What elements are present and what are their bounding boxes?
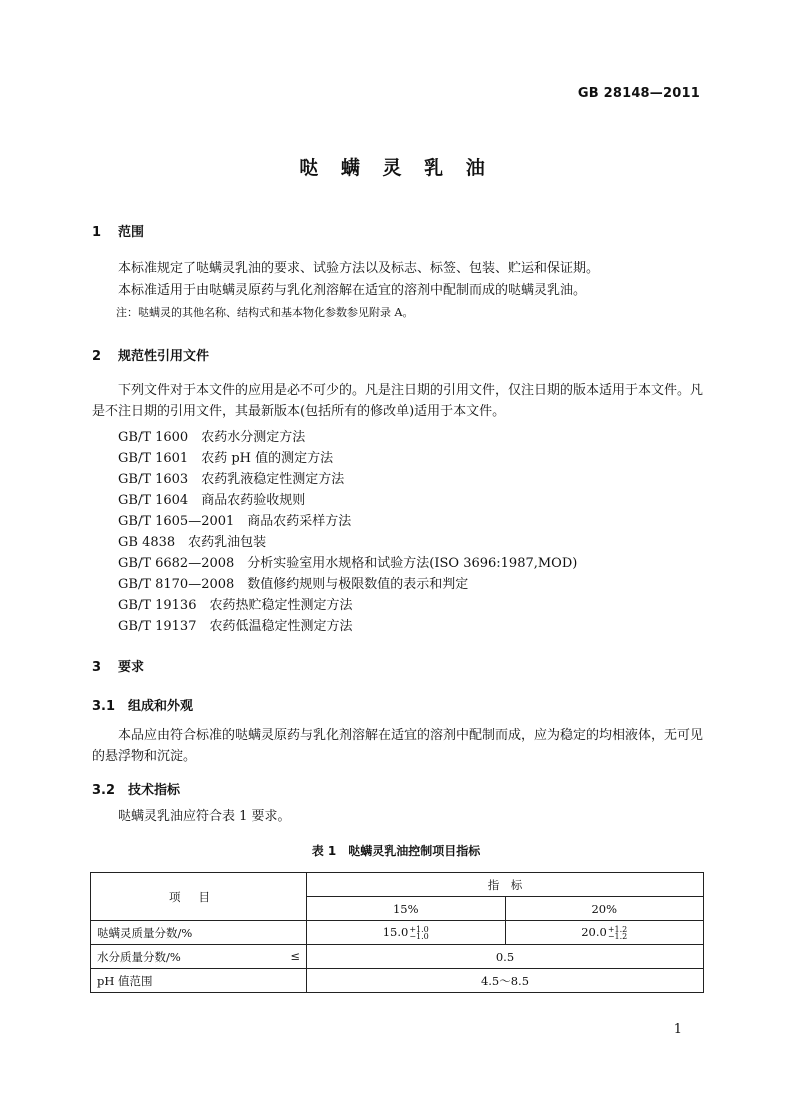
value-main: 15.0 (382, 925, 409, 939)
tolerance (608, 926, 627, 940)
section-title: 技术指标 (128, 783, 181, 798)
tolerance-minus: −1.2 (607, 932, 628, 941)
reference-item: GB/T 1600 农药水分测定方法 (118, 430, 306, 445)
section-title: 规范性引用文件 (118, 349, 210, 364)
scope-paragraph-2: 本标准适用于由哒螨灵原药与乳化剂溶解在适宜的溶剂中配制而成的哒螨灵乳油。 (118, 283, 587, 298)
section-2-heading (92, 345, 209, 364)
table-row (91, 969, 704, 993)
section-3-heading (92, 656, 144, 675)
less-equal-symbol: ≤ (290, 948, 300, 963)
scope-paragraph-1: 本标准规定了哒螨灵乳油的要求、试验方法以及标志、标签、包装、贮运和保证期。 (118, 261, 600, 276)
reference-item: GB/T 6682—2008 分析实验室用水规格和试验方法(ISO 3696:1987,MOD) (118, 556, 578, 571)
reference-item: GB/T 1604 商品农药验收规则 (118, 493, 306, 508)
section-1-heading (92, 221, 144, 240)
references-intro: 下列文件对于本文件的应用是必不可少的。凡是注日期的引用文件，仅注日期的版本适用于本文件。凡是不注日期的引用文件，其最新版本(包括所有的修改单)适用于本文件。 (92, 383, 704, 419)
reference-item: GB/T 1605—2001 商品农药采样方法 (118, 514, 352, 529)
value-cell (505, 921, 704, 945)
section-title: 组成和外观 (128, 699, 194, 714)
tolerance (409, 926, 428, 940)
section-number: 3.1 (92, 699, 116, 714)
reference-item: GB/T 1603 农药乳液稳定性测定方法 (118, 472, 345, 487)
section-title: 范围 (118, 225, 145, 240)
spec-table (90, 872, 704, 993)
value-cell (307, 921, 506, 945)
reference-item: GB 4838 农药乳油包装 (118, 535, 267, 550)
page-number: 1 (673, 1022, 682, 1037)
value-cell: 0.5 (307, 945, 704, 969)
table-row (91, 945, 704, 969)
table-row (91, 921, 704, 945)
table-header-row (91, 873, 704, 897)
table-caption: 表 1 哒螨灵乳油控制项目指标 (311, 844, 481, 858)
composition-paragraph: 本品应由符合标准的哒螨灵原药与乳化剂溶解在适宜的溶剂中配制而成，应为稳定的均相液体，无可见的悬浮物和沉淀。 (92, 728, 704, 764)
technical-index-paragraph: 哒螨灵乳油应符合表 1 要求。 (118, 809, 291, 824)
header-index: 指 标 (307, 873, 704, 897)
document-title: 哒 螨 灵 乳 油 (299, 157, 493, 179)
section-number: 2 (92, 349, 102, 364)
section-3-2-heading (92, 779, 180, 798)
standard-number: GB 28148—2011 (577, 86, 700, 101)
section-number: 3 (92, 660, 102, 675)
row-label: pH 值范围 (91, 969, 307, 993)
header-20-percent: 20% (505, 897, 704, 921)
section-number: 1 (92, 225, 102, 240)
value-main: 20.0 (581, 925, 607, 939)
header-15-percent: 15% (307, 897, 506, 921)
row-label (91, 945, 307, 969)
tolerance-plus: +1.2 (607, 925, 628, 934)
reference-item: GB/T 1601 农药 pH 值的测定方法 (118, 451, 334, 466)
row-label: 哒螨灵质量分数/% (91, 921, 307, 945)
header-item: 项目 (91, 873, 307, 921)
reference-item: GB/T 19136 农药热贮稳定性测定方法 (118, 598, 353, 613)
row-label-text: 水分质量分数/% (97, 949, 181, 964)
tolerance-minus: −1.0 (409, 932, 429, 941)
tolerance-plus: +1.0 (409, 925, 429, 934)
reference-item: GB/T 8170—2008 数值修约规则与极限数值的表示和判定 (118, 577, 469, 592)
reference-item: GB/T 19137 农药低温稳定性测定方法 (118, 619, 353, 634)
value-cell: 4.5～8.5 (307, 969, 704, 993)
section-number: 3.2 (92, 783, 116, 798)
scope-note: 注：哒螨灵的其他名称、结构式和基本物化参数参见附录 A。 (116, 306, 414, 319)
section-title: 要求 (118, 660, 145, 675)
section-3-1-heading (92, 695, 193, 714)
